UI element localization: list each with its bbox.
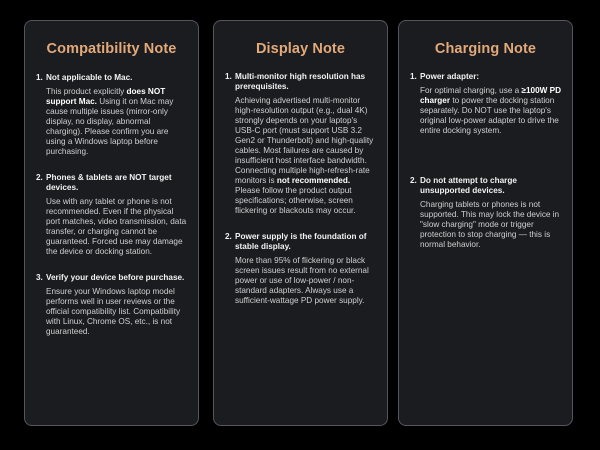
note-item-heading bbox=[225, 72, 376, 92]
body-text: For optimal charging, use a bbox=[420, 86, 522, 95]
note-item bbox=[225, 72, 376, 216]
note-item-heading bbox=[36, 73, 187, 83]
note-item-number: 2. bbox=[410, 176, 417, 185]
note-item-body bbox=[46, 87, 187, 157]
note-item-number: 1. bbox=[36, 73, 43, 82]
card-title: Charging Note bbox=[434, 41, 537, 57]
body-text: Please follow the product output specifications; otherwise, screen flickering or blackouts may occur. bbox=[235, 186, 356, 215]
note-item-body: Charging tablets or phones is not supported. This may lock the device in "slow charging" mode or trigger protection to stop charging — this is normal behavior. bbox=[420, 200, 560, 249]
note-item-heading bbox=[410, 72, 561, 82]
note-item-heading bbox=[36, 273, 187, 283]
note-item-title: Multi-monitor high resolution has prerequisites. bbox=[235, 72, 366, 91]
note-item-number: 3. bbox=[36, 273, 43, 282]
body-emphasis: does NOT support Mac. bbox=[46, 87, 166, 106]
note-item-heading bbox=[225, 232, 376, 252]
display-note-card bbox=[213, 20, 388, 426]
note-item-body: Ensure your Windows laptop model performs well in user reviews or the official compatibility list. Compatibility with Linux, Chrome OS, etc., is not guaranteed. bbox=[46, 287, 181, 336]
compatibility-note-card bbox=[24, 20, 199, 426]
note-item-title: Verify your device before purchase. bbox=[46, 273, 185, 282]
body-text: Using it on Mac may cause multiple issues (mirror-only display, no display, abnormal charging). Please confirm you are using a Windows laptop before purchasing. bbox=[46, 97, 174, 156]
body-emphasis: ≥100W PD charger bbox=[420, 86, 562, 105]
note-item bbox=[225, 232, 376, 306]
note-item-number: 2. bbox=[36, 173, 43, 182]
note-item-title: Power supply is the foundation of stable display. bbox=[235, 232, 367, 251]
card-title: Display Note bbox=[255, 41, 346, 57]
note-item-body: More than 95% of flickering or black screen issues result from no external power or use of low-power / non-standard adapters. Always use a sufficient-wattage PD power supply. bbox=[235, 256, 369, 305]
note-item-heading bbox=[410, 176, 561, 196]
note-item-number: 2. bbox=[225, 232, 232, 241]
note-item-title: Phones & tablets are NOT target devices. bbox=[46, 173, 172, 192]
note-item-title: Not applicable to Mac. bbox=[46, 73, 133, 82]
note-item-body: Use with any tablet or phone is not recommended. Even if the physical port matches, video transmission, data transfer, or charging cannot be guaranteed. Forced use may damage the device or docking station. bbox=[46, 197, 187, 256]
notes-panels bbox=[24, 20, 579, 426]
body-text: This product explicitly bbox=[46, 87, 127, 96]
note-item-number: 1. bbox=[225, 72, 232, 81]
note-item-heading bbox=[36, 173, 187, 193]
note-item bbox=[410, 176, 561, 250]
note-item-title: Power adapter: bbox=[420, 72, 480, 81]
note-item bbox=[36, 173, 187, 257]
note-item bbox=[36, 73, 187, 157]
note-item-body bbox=[420, 86, 561, 136]
body-text: Achieving advertised multi-monitor high-resolution output (e.g., dual 4K) strongly depends on your laptop's USB-C port (must support USB 3.2 Gen2 or Thunderbolt) and high-quality cables. Most failures are caused by insufficient host interface bandwidth. Connecting multiple high-refresh-rate monitors is bbox=[235, 96, 374, 185]
note-item-title: Do not attempt to charge unsupported devices. bbox=[420, 176, 517, 195]
note-item bbox=[410, 72, 561, 136]
note-item-body bbox=[235, 96, 376, 216]
note-item bbox=[36, 273, 187, 337]
body-emphasis: not recommended. bbox=[276, 176, 351, 185]
body-text: to power the docking station separately. Do NOT use the laptop's original low-power adapter to drive the entire docking system. bbox=[420, 96, 559, 135]
card-title: Compatibility Note bbox=[46, 41, 177, 57]
note-item-number: 1. bbox=[410, 72, 417, 81]
charging-note-card bbox=[398, 20, 573, 426]
